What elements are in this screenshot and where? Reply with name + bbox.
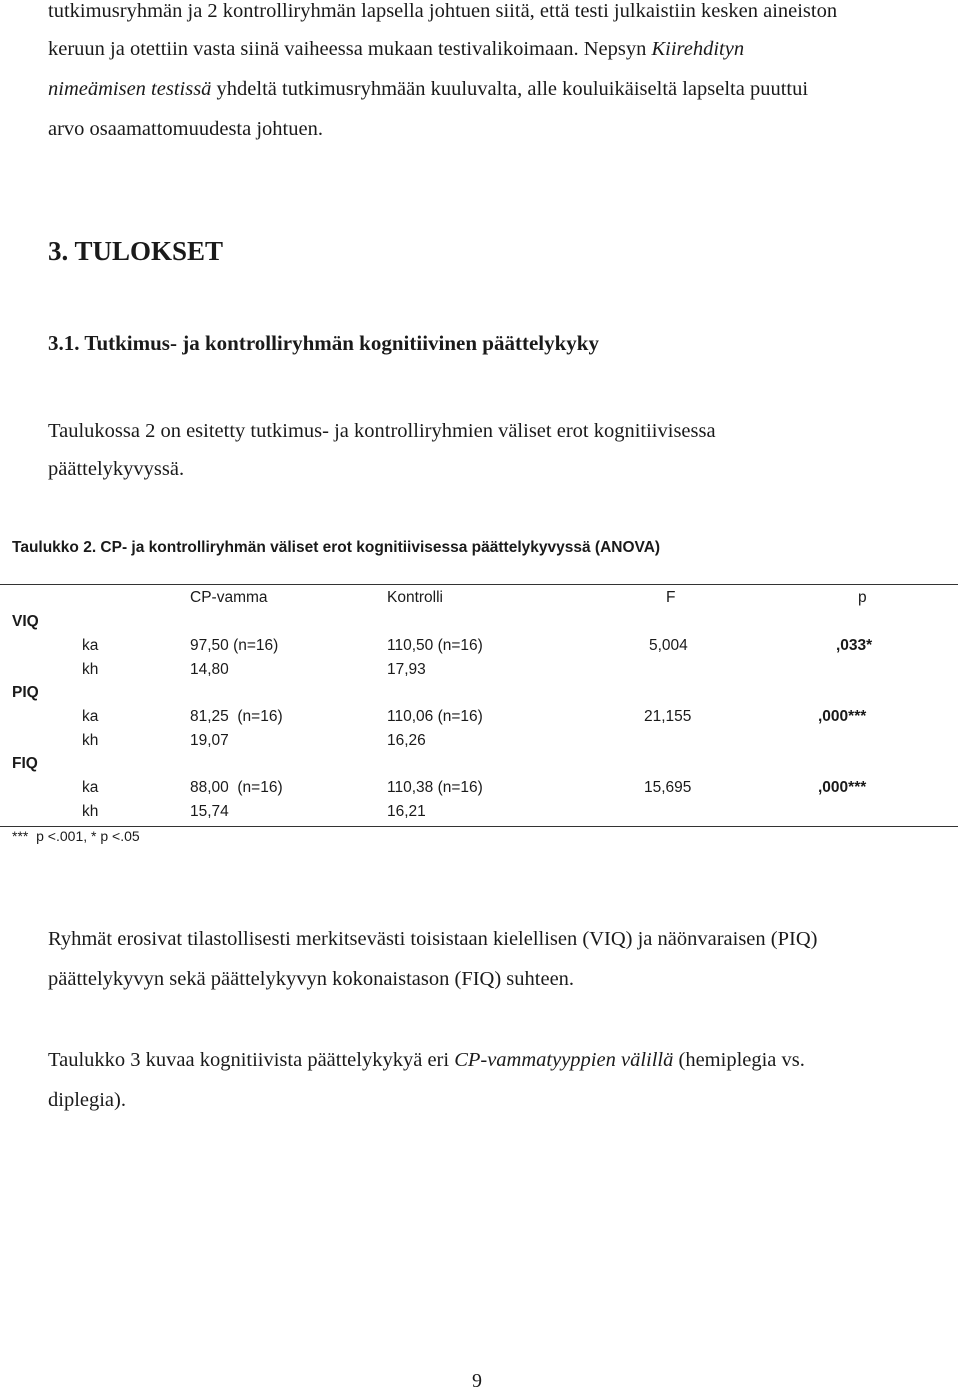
next-line-1-italic: CP-vammatyyppien välillä [454, 1049, 674, 1071]
cell-cp: 88,00 (n=16) [190, 779, 283, 796]
cell-control: 110,06 (n=16) [387, 708, 483, 725]
header-f: F [666, 589, 676, 606]
cell-cp: 14,80 [190, 661, 229, 678]
table-intro-line-2: päättelykyvyssä. [48, 458, 185, 480]
row-stat: kh [82, 732, 99, 749]
header-control: Kontrolli [387, 589, 443, 606]
subsection-heading: 3.1. Tutkimus- ja kontrolliryhmän kognitiivinen päättelykyky [48, 331, 599, 355]
intro-line-3-italic: nimeämisen testissä [48, 78, 212, 100]
header-p: p [858, 589, 867, 606]
row-stat: kh [82, 661, 99, 678]
cell-control: 110,38 (n=16) [387, 779, 483, 796]
cell-cp: 15,74 [190, 803, 229, 820]
section-heading: 3. TULOKSET [48, 236, 224, 266]
intro-line-4: arvo osaamattomuudesta johtuen. [48, 118, 323, 140]
next-line-1 [48, 1049, 805, 1072]
cell-control: 110,50 (n=16) [387, 637, 483, 654]
cell-cp: 97,50 (n=16) [190, 637, 279, 654]
cell-p: ,000*** [818, 779, 867, 796]
cell-f: 21,155 [644, 708, 692, 725]
table-intro-line-1: Taulukossa 2 on esitetty tutkimus- ja kontrolliryhmien väliset erot kognitiivisessa [48, 420, 716, 442]
next-line-1-tail: (hemiplegia vs. [673, 1049, 805, 1071]
row-stat: ka [82, 637, 99, 654]
cell-control: 17,93 [387, 661, 426, 678]
group-label-fiq: FIQ [12, 755, 38, 772]
header-cp: CP-vamma [190, 589, 268, 606]
cell-cp: 19,07 [190, 732, 229, 749]
cell-cp: 81,25 (n=16) [190, 708, 283, 725]
next-line-2: diplegia). [48, 1089, 126, 1111]
intro-line-2-italic: Kiirehdityn [651, 38, 745, 60]
intro-line-3 [48, 78, 808, 101]
next-line-1-text: Taulukko 3 kuvaa kognitiivista päättelykykyä eri [48, 1049, 455, 1071]
row-stat: ka [82, 779, 99, 796]
table-bottom-rule [0, 826, 958, 827]
cell-f: 5,004 [649, 637, 688, 654]
group-label-viq: VIQ [12, 613, 39, 630]
table-caption: Taulukko 2. CP- ja kontrolliryhmän väliset erot kognitiivisessa päättelykyvyssä (ANOVA) [12, 539, 661, 556]
cell-p: ,000*** [818, 708, 867, 725]
row-stat: kh [82, 803, 99, 820]
cell-control: 16,21 [387, 803, 426, 820]
row-stat: ka [82, 708, 99, 725]
intro-line-2 [48, 38, 744, 61]
group-label-piq: PIQ [12, 684, 39, 701]
intro-line-3-text: yhdeltä tutkimusryhmään kuuluvalta, alle kouluikäiseltä lapselta puuttui [211, 78, 809, 100]
intro-line-1: tutkimusryhmän ja 2 kontrolliryhmän lapsella johtuen siitä, että testi julkaistiin kesken aineiston [48, 0, 838, 22]
result-line-1: Ryhmät erosivat tilastollisesti merkitsevästi toisistaan kielellisen (VIQ) ja näönvaraisen (PIQ) [48, 928, 818, 950]
page-number: 9 [472, 1370, 482, 1392]
cell-control: 16,26 [387, 732, 426, 749]
table-top-rule [0, 584, 958, 585]
table-footnote: *** p <.001, * p <.05 [12, 828, 140, 844]
result-line-2: päättelykyvyn sekä päättelykyvyn kokonaistason (FIQ) suhteen. [48, 968, 575, 990]
intro-line-2-text: keruun ja otettiin vasta siinä vaiheessa mukaan testivalikoimaan. Nepsyn [48, 38, 652, 60]
cell-f: 15,695 [644, 779, 692, 796]
cell-p: ,033* [836, 637, 873, 654]
